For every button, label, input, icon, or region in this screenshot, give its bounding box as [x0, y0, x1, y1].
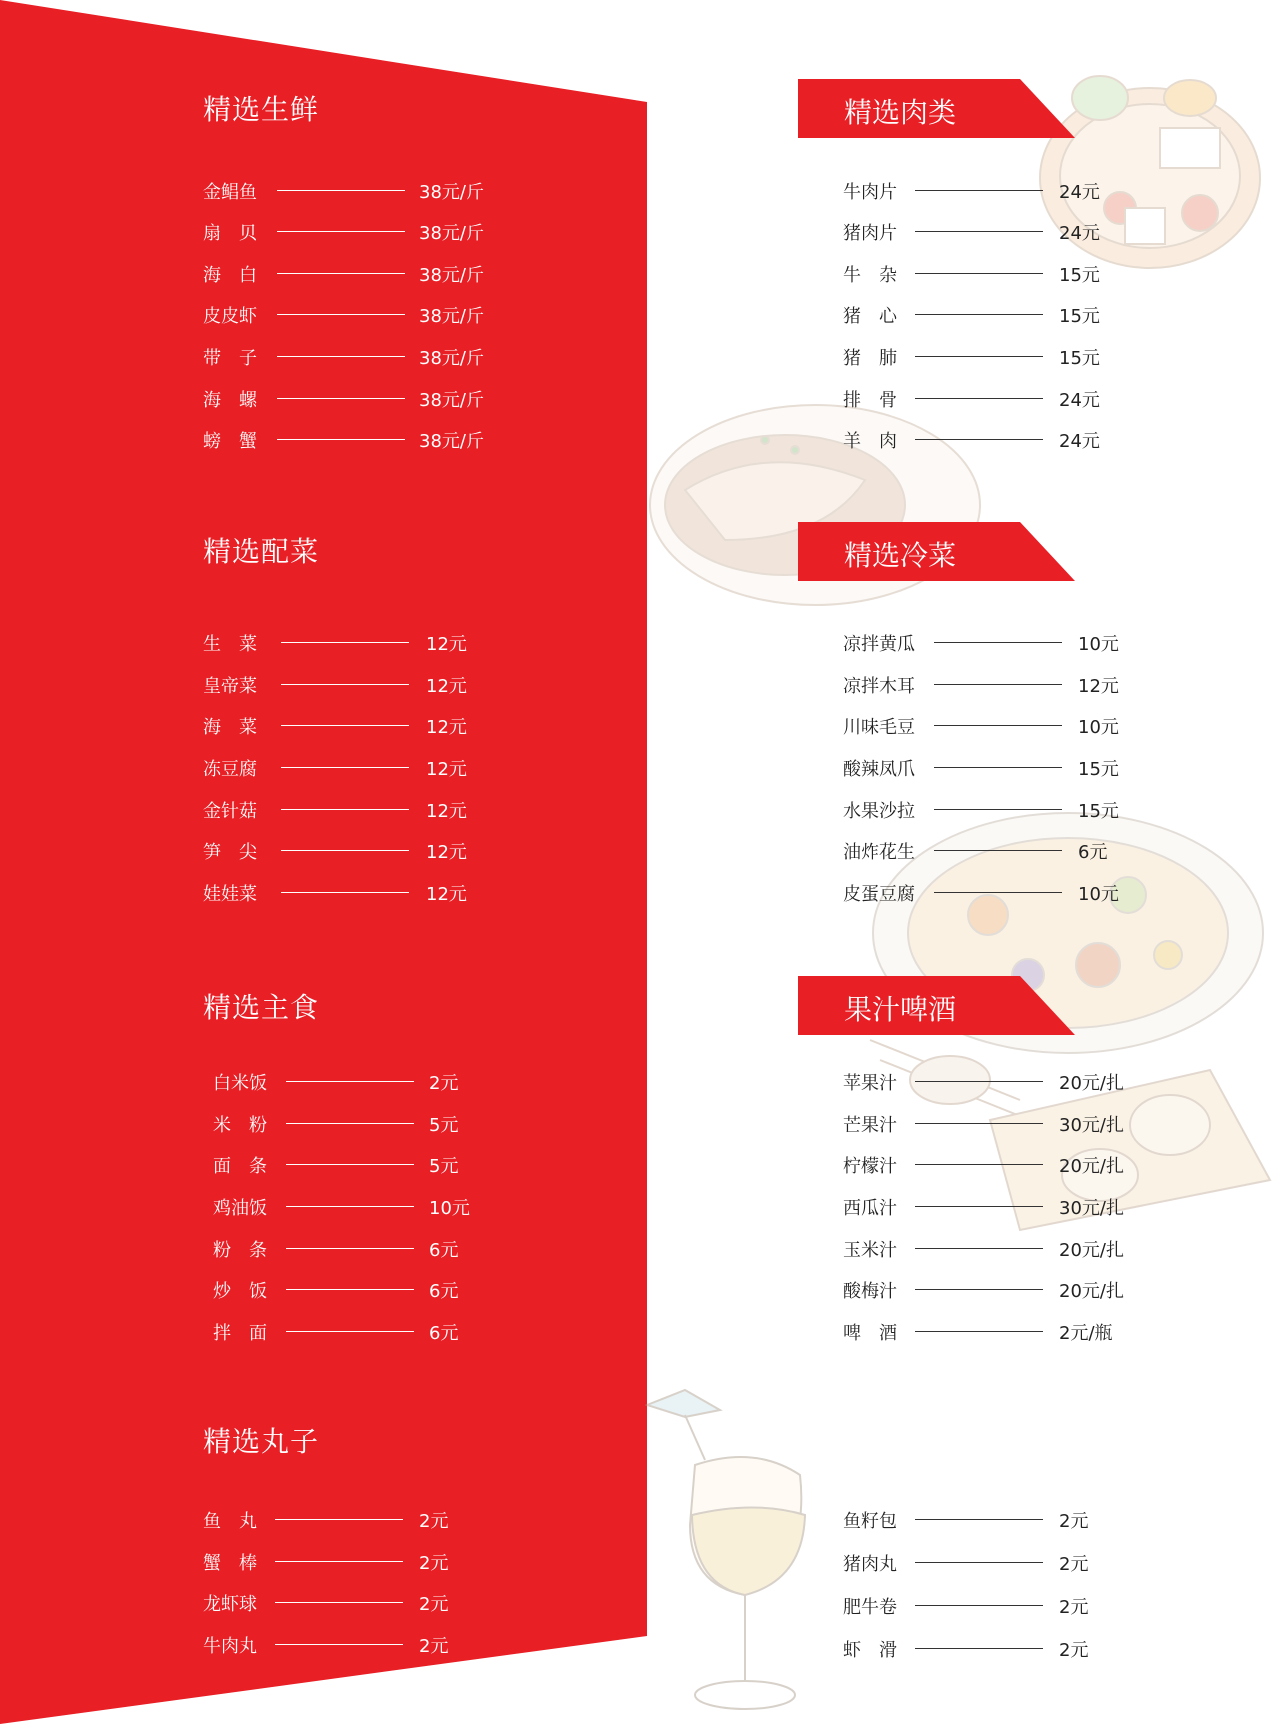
item-price: 38元/斤	[419, 431, 484, 452]
item-name: 海 菜	[203, 717, 257, 738]
section-title: 精选丸子	[203, 1425, 320, 1458]
leader-line	[275, 1602, 403, 1603]
item-price: 15元	[1059, 306, 1100, 327]
item-name: 鸡油饭	[213, 1198, 267, 1219]
item-name: 生 菜	[203, 634, 257, 655]
leader-line	[915, 398, 1043, 399]
item-price: 38元/斤	[419, 265, 484, 286]
item-name: 娃娃菜	[203, 884, 257, 905]
leader-line	[277, 190, 405, 191]
item-price: 24元	[1059, 390, 1100, 411]
leader-line	[934, 767, 1062, 768]
leader-line	[277, 398, 405, 399]
leader-line	[286, 1331, 414, 1332]
item-price: 15元	[1059, 265, 1100, 286]
item-price: 12元	[426, 676, 467, 697]
leader-line	[277, 273, 405, 274]
leader-line	[915, 314, 1043, 315]
item-price: 10元	[1078, 717, 1119, 738]
leader-line	[277, 356, 405, 357]
item-name: 油炸花生	[843, 842, 915, 863]
item-price: 12元	[426, 801, 467, 822]
item-price: 24元	[1059, 223, 1100, 244]
item-name: 扇 贝	[203, 223, 257, 244]
leader-line	[286, 1123, 414, 1124]
item-name: 苹果汁	[843, 1073, 897, 1094]
leader-line	[915, 1248, 1043, 1249]
leader-line	[934, 642, 1062, 643]
item-price: 20元/扎	[1059, 1281, 1124, 1302]
section-title: 精选主食	[203, 991, 320, 1024]
leader-line	[915, 356, 1043, 357]
juice-glass-illustration	[645, 1385, 825, 1724]
section-title: 精选冷菜	[844, 539, 957, 572]
item-price: 12元	[426, 759, 467, 780]
item-price: 24元	[1059, 431, 1100, 452]
leader-line	[915, 1289, 1043, 1290]
section-title: 果汁啤酒	[844, 993, 957, 1026]
item-name: 海 螺	[203, 390, 257, 411]
item-price: 12元	[426, 634, 467, 655]
leader-line	[915, 1519, 1043, 1520]
leader-line	[915, 273, 1043, 274]
leader-line	[281, 767, 409, 768]
leader-line	[915, 1331, 1043, 1332]
leader-line	[275, 1519, 403, 1520]
item-name: 川味毛豆	[843, 717, 915, 738]
leader-line	[281, 892, 409, 893]
leader-line	[281, 642, 409, 643]
leader-line	[915, 190, 1043, 191]
leader-line	[915, 1648, 1043, 1649]
item-name: 龙虾球	[203, 1594, 257, 1615]
item-name: 粉 条	[213, 1240, 267, 1261]
leader-line	[934, 892, 1062, 893]
item-price: 2元	[1059, 1597, 1089, 1618]
leader-line	[915, 1206, 1043, 1207]
item-name: 凉拌木耳	[843, 676, 915, 697]
item-name: 米 粉	[213, 1115, 267, 1136]
item-price: 38元/斤	[419, 182, 484, 203]
item-name: 螃 蟹	[203, 431, 257, 452]
leader-line	[286, 1289, 414, 1290]
leader-line	[281, 809, 409, 810]
item-price: 6元	[1078, 842, 1108, 863]
item-price: 38元/斤	[419, 306, 484, 327]
item-name: 皮皮虾	[203, 306, 257, 327]
leader-line	[915, 1562, 1043, 1563]
item-price: 12元	[1078, 676, 1119, 697]
leader-line	[934, 725, 1062, 726]
item-price: 15元	[1059, 348, 1100, 369]
item-price: 38元/斤	[419, 390, 484, 411]
section-title: 精选生鲜	[203, 93, 320, 126]
leader-line	[915, 439, 1043, 440]
leader-line	[915, 1605, 1043, 1606]
section-banner	[798, 522, 1075, 581]
item-price: 2元/瓶	[1059, 1323, 1113, 1344]
item-name: 玉米汁	[843, 1240, 897, 1261]
item-price: 38元/斤	[419, 223, 484, 244]
section-banner	[798, 976, 1075, 1035]
item-name: 皮蛋豆腐	[843, 884, 915, 905]
item-price: 20元/扎	[1059, 1156, 1124, 1177]
item-price: 20元/扎	[1059, 1073, 1124, 1094]
leader-line	[915, 1081, 1043, 1082]
item-price: 2元	[1059, 1554, 1089, 1575]
item-name: 金针菇	[203, 801, 257, 822]
item-price: 12元	[426, 842, 467, 863]
leader-line	[934, 850, 1062, 851]
item-name: 冻豆腐	[203, 759, 257, 780]
item-price: 2元	[419, 1636, 449, 1657]
leader-line	[286, 1206, 414, 1207]
section-title: 精选配菜	[203, 535, 320, 568]
item-price: 38元/斤	[419, 348, 484, 369]
section-banner	[798, 79, 1075, 138]
leader-line	[915, 1123, 1043, 1124]
item-price: 2元	[419, 1511, 449, 1532]
item-name: 皇帝菜	[203, 676, 257, 697]
item-price: 2元	[419, 1594, 449, 1615]
leader-line	[277, 231, 405, 232]
item-price: 10元	[1078, 884, 1119, 905]
item-price: 12元	[426, 717, 467, 738]
item-name: 芒果汁	[843, 1115, 897, 1136]
item-name: 笋 尖	[203, 842, 257, 863]
item-name: 鱼籽包	[843, 1511, 897, 1532]
item-name: 羊 肉	[843, 431, 897, 452]
item-price: 10元	[1078, 634, 1119, 655]
leader-line	[915, 231, 1043, 232]
leader-line	[915, 1164, 1043, 1165]
item-name: 虾 滑	[843, 1640, 897, 1661]
item-price: 2元	[419, 1553, 449, 1574]
item-name: 西瓜汁	[843, 1198, 897, 1219]
item-price: 5元	[429, 1156, 459, 1177]
item-name: 牛肉丸	[203, 1636, 257, 1657]
item-name: 牛肉片	[843, 182, 897, 203]
item-name: 金鲳鱼	[203, 182, 257, 203]
leader-line	[277, 314, 405, 315]
leader-line	[286, 1081, 414, 1082]
item-name: 拌 面	[213, 1323, 267, 1344]
item-name: 酸梅汁	[843, 1281, 897, 1302]
item-price: 15元	[1078, 801, 1119, 822]
item-price: 10元	[429, 1198, 470, 1219]
item-price: 6元	[429, 1240, 459, 1261]
item-price: 20元/扎	[1059, 1240, 1124, 1261]
item-name: 排 骨	[843, 390, 897, 411]
item-name: 猪 肺	[843, 348, 897, 369]
leader-line	[281, 850, 409, 851]
item-name: 酸辣凤爪	[843, 759, 915, 780]
item-price: 12元	[426, 884, 467, 905]
item-name: 面 条	[213, 1156, 267, 1177]
item-name: 白米饭	[213, 1073, 267, 1094]
item-price: 6元	[429, 1323, 459, 1344]
item-name: 带 子	[203, 348, 257, 369]
item-name: 肥牛卷	[843, 1597, 897, 1618]
item-price: 5元	[429, 1115, 459, 1136]
leader-line	[934, 809, 1062, 810]
item-price: 30元/扎	[1059, 1115, 1124, 1136]
item-name: 炒 饭	[213, 1281, 267, 1302]
item-name: 牛 杂	[843, 265, 897, 286]
item-name: 海 白	[203, 265, 257, 286]
item-price: 6元	[429, 1281, 459, 1302]
item-name: 水果沙拉	[843, 801, 915, 822]
leader-line	[275, 1644, 403, 1645]
item-price: 2元	[429, 1073, 459, 1094]
item-name: 鱼 丸	[203, 1511, 257, 1532]
item-price: 15元	[1078, 759, 1119, 780]
item-price: 24元	[1059, 182, 1100, 203]
leader-line	[281, 684, 409, 685]
item-name: 柠檬汁	[843, 1156, 897, 1177]
item-price: 2元	[1059, 1640, 1089, 1661]
leader-line	[281, 725, 409, 726]
item-name: 猪肉丸	[843, 1554, 897, 1575]
section-title: 精选肉类	[844, 96, 957, 129]
item-price: 30元/扎	[1059, 1198, 1124, 1219]
leader-line	[277, 439, 405, 440]
item-price: 2元	[1059, 1511, 1089, 1532]
item-name: 猪肉片	[843, 223, 897, 244]
item-name: 猪 心	[843, 306, 897, 327]
item-name: 蟹 棒	[203, 1553, 257, 1574]
leader-line	[286, 1248, 414, 1249]
item-name: 凉拌黄瓜	[843, 634, 915, 655]
item-name: 啤 酒	[843, 1323, 897, 1344]
leader-line	[275, 1561, 403, 1562]
leader-line	[934, 684, 1062, 685]
leader-line	[286, 1164, 414, 1165]
